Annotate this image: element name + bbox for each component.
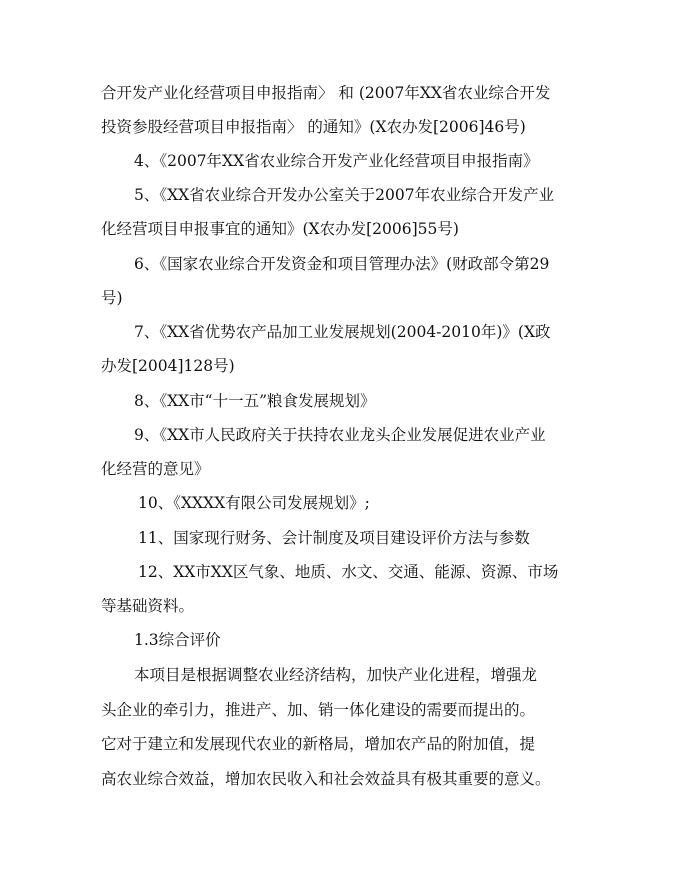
paragraph-line: 本项目是根据调整农业经济结构，加快产业化进程，增强龙 xyxy=(134,666,538,684)
text-line: 化经营项目申报事宜的通知》(X农办发[2006]55号) xyxy=(101,220,459,238)
reference-item-10: 10、《XXXX有限公司发展规划》; xyxy=(138,494,370,512)
text-line: 号) xyxy=(101,289,123,307)
reference-item-12: 12、XX市XX区气象、地质、水文、交通、能源、资源、市场 xyxy=(138,563,559,581)
reference-item-9: 9、《XX市人民政府关于扶持农业龙头企业发展促进农业产业 xyxy=(134,426,546,444)
reference-item-7: 7、《XX省优势农产品加工业发展规划(2004-2010年)》(X政 xyxy=(134,323,551,341)
reference-item-5: 5、《XX省农业综合开发办公室关于2007年农业综合开发产业 xyxy=(134,186,555,204)
text-line: 办发[2004]128号) xyxy=(101,357,235,375)
reference-item-11: 11、国家现行财务、会计制度及项目建设评价方法与参数 xyxy=(138,529,530,547)
reference-item-6: 6、《国家农业综合开发资金和项目管理办法》(财政部令第29 xyxy=(134,255,550,273)
reference-item-4: 4、《2007年XX省农业综合开发产业化经营项目申报指南》 xyxy=(134,152,539,170)
paragraph-line: 它对于建立和发展现代农业的新格局，增加农产品的附加值，提 xyxy=(101,735,536,753)
text-line: 投资参股经营项目申报指南〉 的通知》(X农办发[2006]46号) xyxy=(101,118,526,136)
text-line: 合开发产业化经营项目申报指南〉 和 (2007年XX省农业综合开发 xyxy=(101,84,551,102)
section-heading: 1.3综合评价 xyxy=(134,631,221,649)
paragraph-line: 高农业综合效益，增加农民收入和社会效益具有极其重要的意义。 xyxy=(101,770,551,788)
paragraph-line: 头企业的牵引力，推进产、加、销一体化建设的需要而提出的。 xyxy=(101,701,536,719)
text-line: 等基础资料。 xyxy=(101,597,195,615)
reference-item-8: 8、《XX市“十一五”粮食发展规划》 xyxy=(134,392,376,410)
text-line: 化经营的意见》 xyxy=(101,460,210,478)
